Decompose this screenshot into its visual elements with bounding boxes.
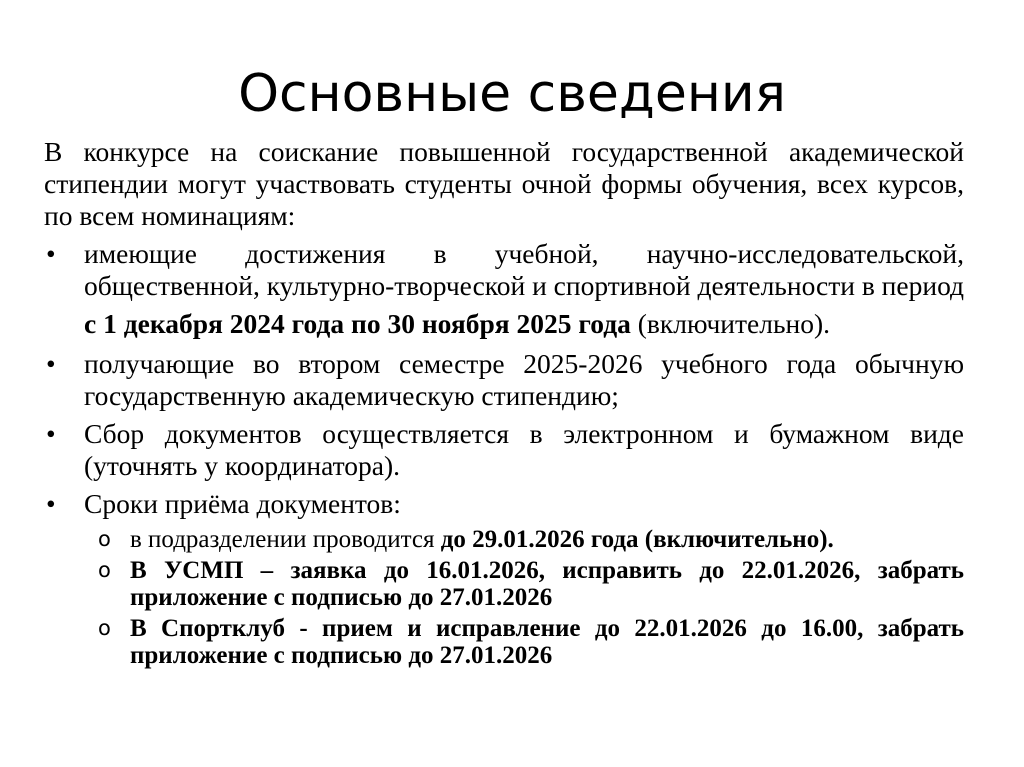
bullet-icon: •	[46, 348, 56, 379]
bullet-stipend	[44, 348, 964, 412]
bullet-achievements-text: имеющие достижения в учебной, научно-исследовательской, общественной, культурно-творческой и спортивной деятельности в период	[84, 238, 965, 301]
period-dates: с 1 декабря 2024 года по 30 ноября 2025 года	[84, 308, 631, 339]
sub-item-department-text: в подразделении проводится	[130, 526, 441, 553]
intro-paragraph: В конкурсе на соискание повышенной государственной академической стипендии могут участвовать студенты очной формы обучения, всех курсов, по всем номинациям:	[44, 136, 964, 231]
bullet-icon: •	[46, 418, 56, 449]
period-line	[44, 308, 964, 340]
sub-item-sportclub	[44, 615, 964, 669]
bullet-icon: •	[46, 238, 56, 269]
circle-bullet-icon: o	[98, 616, 111, 640]
period-suffix: (включительно).	[630, 308, 830, 339]
bullet-stipend-text: получающие во втором семестре 2025-2026 учебного года обычную государственную академическую стипендию;	[84, 348, 964, 411]
circle-bullet-icon: o	[98, 527, 111, 551]
bullet-documents	[44, 418, 964, 482]
circle-bullet-icon: o	[98, 558, 111, 582]
sub-item-department-deadline: до 29.01.2026 года (включительно).	[440, 526, 834, 553]
bullet-documents-text: Сбор документов осуществляется в электронном и бумажном виде (уточнять у координатора).	[84, 418, 964, 481]
sub-item-department	[44, 526, 964, 553]
bullet-deadlines-text: Сроки приёма документов:	[84, 488, 401, 519]
bullet-achievements	[44, 238, 964, 302]
slide-title: Основные сведения	[238, 64, 786, 124]
slide-body	[44, 136, 964, 673]
sub-item-usmp	[44, 557, 964, 611]
sub-item-sportclub-text: В Спортклуб - прием и исправление до 22.01.2026 до 16.00, забрать приложение с подписью до 27.01.2026	[130, 615, 964, 669]
sub-item-usmp-text: В УСМП – заявка до 16.01.2026, исправить до 22.01.2026, забрать приложение с подписью до 27.01.2026	[130, 557, 964, 611]
bullet-deadlines	[44, 488, 964, 520]
bullet-icon: •	[46, 488, 56, 519]
